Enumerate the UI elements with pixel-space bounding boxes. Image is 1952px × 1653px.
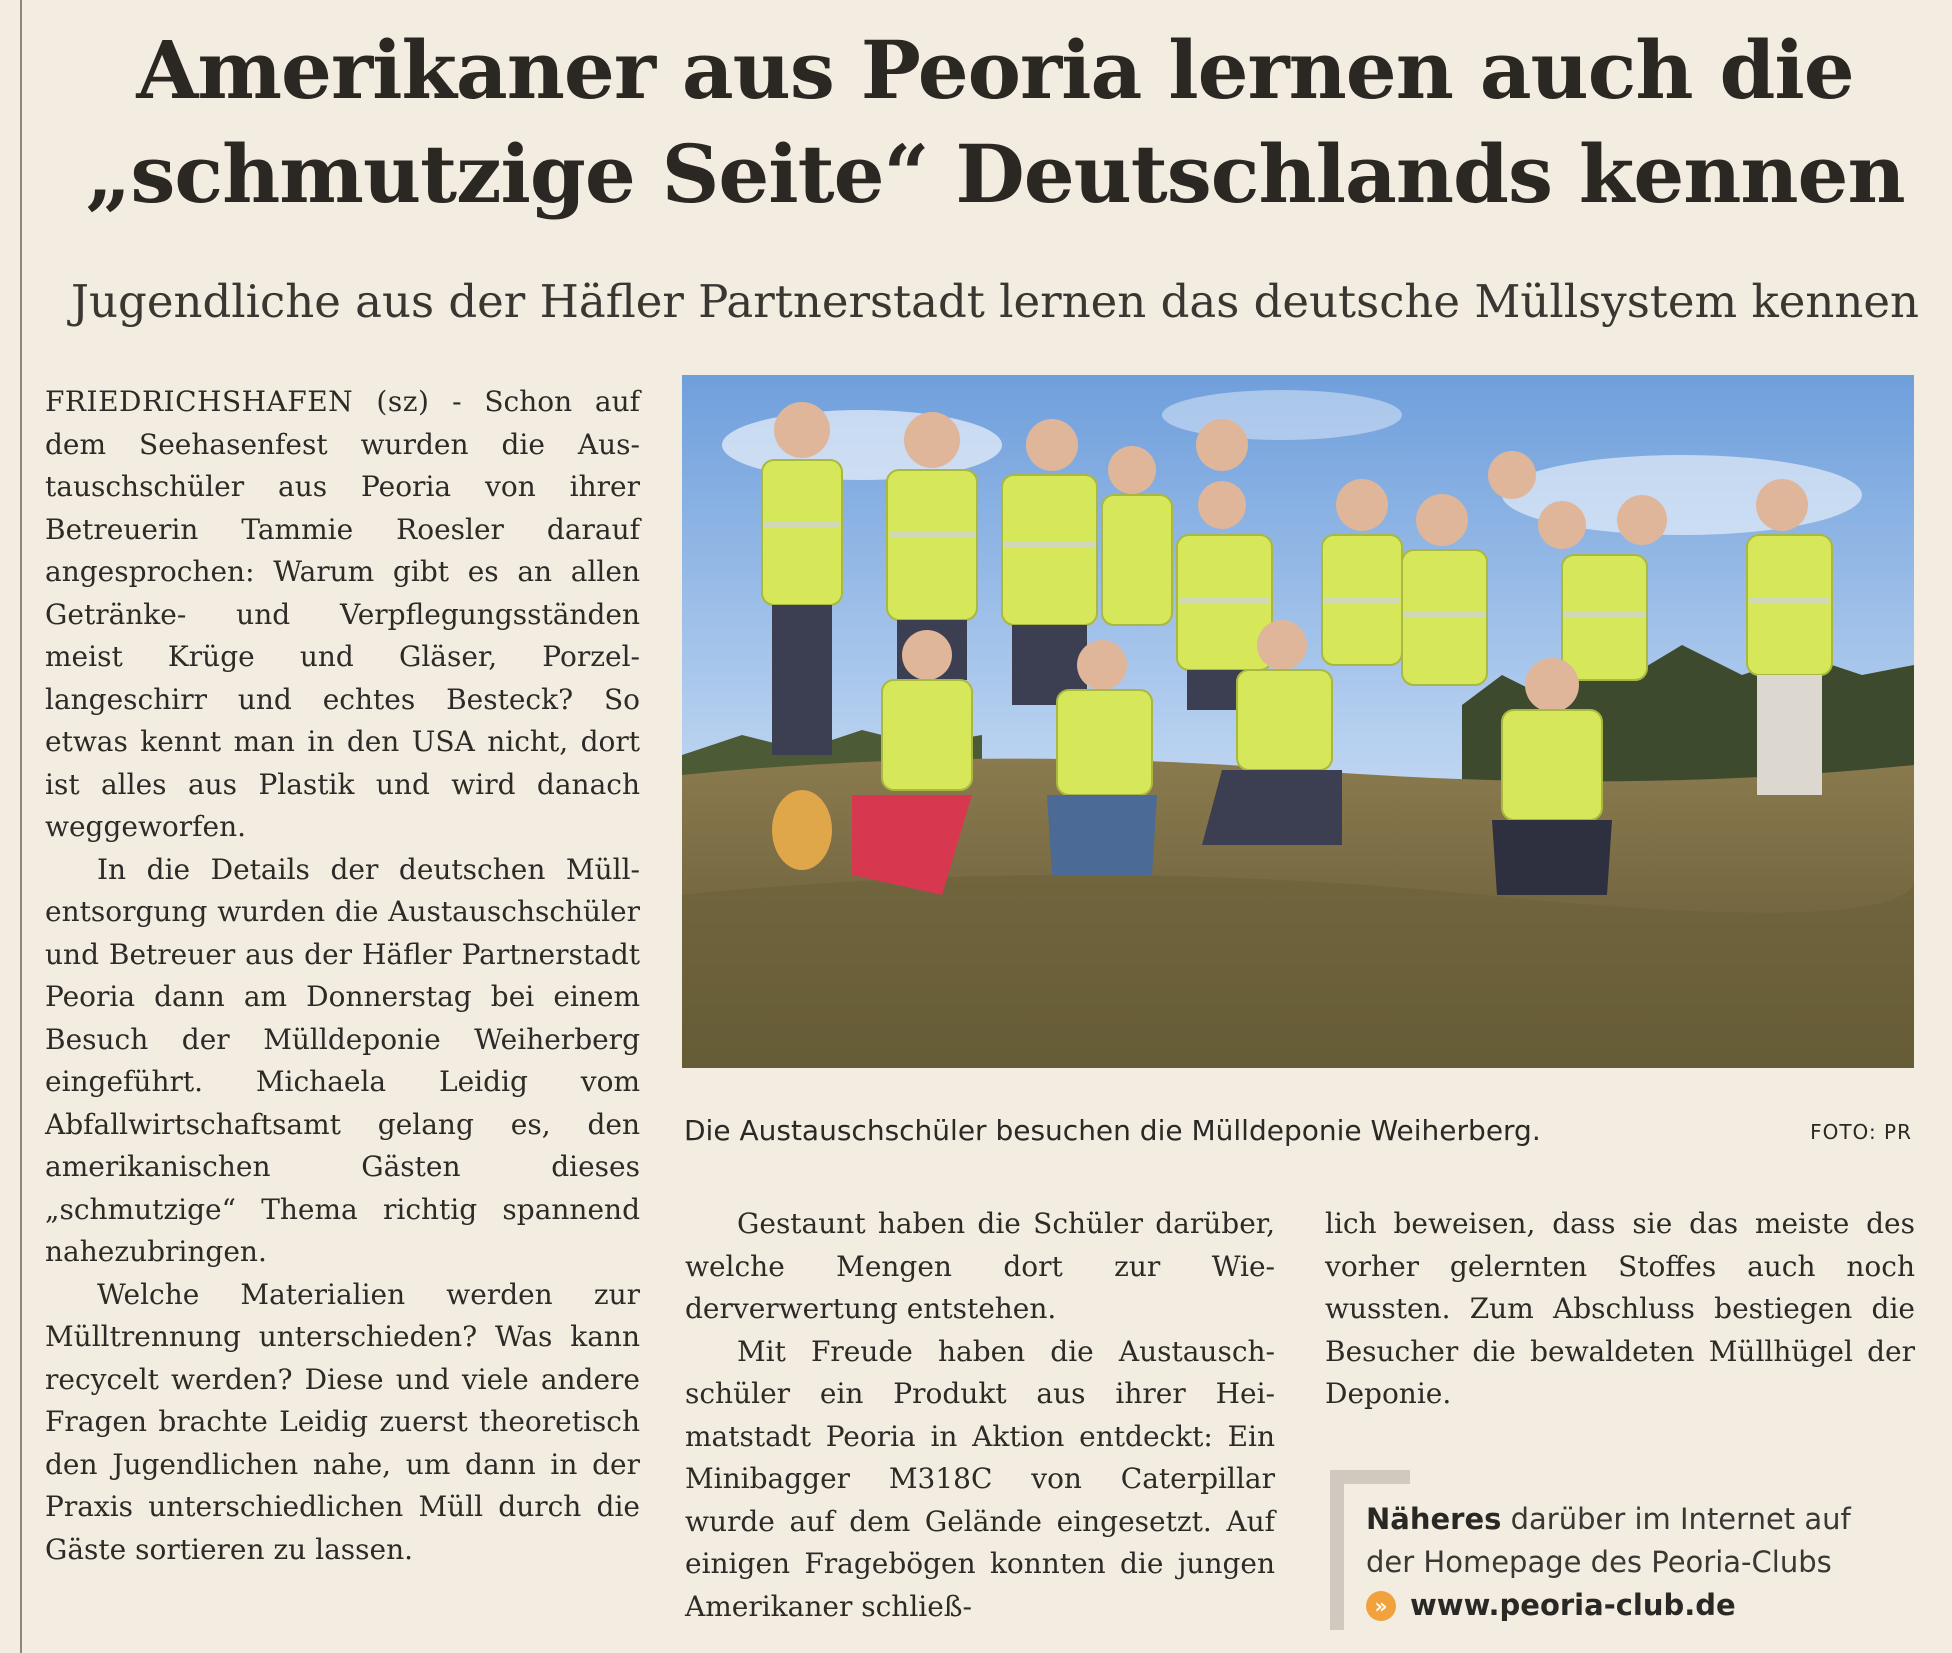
paragraph: Mit Freude haben die Austauschschüler ein Produkt aus ihrer Heimatstadt Peoria in Aktion entdeckt: Ein Minibagger M318C von Caterpillar wurde auf dem Gelände eingesetzt. Auf einigen Fragebögen konnten die jungen Amerikaner schließ- bbox=[685, 1334, 1275, 1623]
info-line-2: der Homepage des Peoria-Clubs bbox=[1366, 1545, 1832, 1579]
paragraph-text: - Schon auf dem Seehasenfest wurden die Austauschschüler aus Peoria von ihrer Betreuerin Tammie Roesler darauf angesprochen: Warum gibt es an allen Getränke- und Verpflegungsständen meist Krüge und Gläser, Porzellangeschirr und echtes Besteck? So etwas kennt man in den USA nicht, dort ist alles aus Plastik und wird danach weggeworfen. bbox=[45, 385, 641, 843]
paragraph: In die Details der deutschen Müllentsorgung wurden die Austauschschüler und Betreuer aus der Häfler Partnerstadt Peoria dann am Donnerstag bei einem Besuch der Mülldeponie Weiherberg eingeführt. Michaela Leidig vom Abfallwirtschaftsamt gelang es, den amerikanischen Gästen dieses „schmutzige“ Thema richtig spannend nahezubringen. bbox=[45, 852, 640, 1268]
article-subheadline: Jugendliche aus der Häfler Partnerstadt lernen das deutsche Müllsystem kennen bbox=[71, 275, 1919, 328]
info-box-bracket bbox=[1330, 1470, 1344, 1630]
column-rule bbox=[20, 0, 22, 1653]
paragraph: Welche Materialien werden zur Mülltrennung unterschieden? Was kann recycelt werden? Diese und viele andere Fragen brachte Leidig zuerst theoretisch den Jugendlichen nahe, um dann in der Praxis unterschiedlichen Müll durch die Gäste sortieren zu lassen. bbox=[45, 1277, 640, 1566]
caption-text: Die Austauschschüler besuchen die Mülldeponie Weiherberg. bbox=[684, 1114, 1541, 1147]
dateline: FRIEDRICHSHAFEN (sz) bbox=[45, 385, 430, 418]
paragraph: Gestaunt haben die Schüler darüber, welche Mengen dort zur Wiederverwertung entstehen. bbox=[685, 1207, 1275, 1325]
info-lead: Näheres bbox=[1366, 1502, 1502, 1536]
info-box bbox=[1330, 1470, 1920, 1640]
info-link-row bbox=[1366, 1584, 1926, 1627]
text-column-3 bbox=[1325, 1203, 1915, 1416]
website-link[interactable]: www.peoria-club.de bbox=[1410, 1588, 1736, 1622]
article-photo bbox=[682, 375, 1914, 1068]
photo-caption bbox=[684, 1114, 1914, 1154]
info-box-text bbox=[1366, 1498, 1926, 1627]
info-line-1: darüber im Internet auf bbox=[1501, 1502, 1851, 1536]
article-headline: Amerikaner aus Peoria lernen auch die „schmutzige Seite“ Deutschlands kennen bbox=[85, 23, 1905, 221]
paragraph: lich beweisen, dass sie das meiste des vorher gelernten Stoffes auch noch wussten. Zum Abschluss bestiegen die Besucher die bewaldeten Müllhügel der Deponie. bbox=[1325, 1207, 1915, 1410]
text-column-2 bbox=[685, 1203, 1275, 1628]
double-chevron-right-icon: » bbox=[1366, 1591, 1396, 1621]
paragraph bbox=[45, 381, 640, 849]
photo-credit: FOTO: PR bbox=[1810, 1120, 1912, 1144]
group-photo-illustration bbox=[682, 375, 1914, 1068]
info-box-bracket bbox=[1330, 1470, 1410, 1484]
text-column-1 bbox=[45, 381, 640, 1571]
